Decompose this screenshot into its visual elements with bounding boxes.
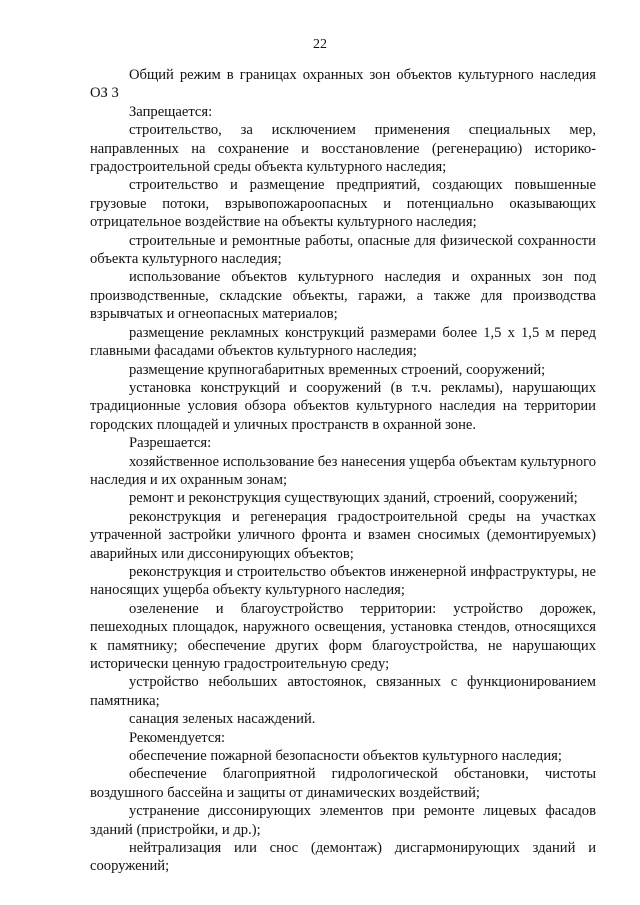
paragraph: устройство небольших автостоянок, связанных с функционированием памятника; [90, 674, 596, 709]
page-number: 22 [313, 37, 327, 52]
document-body [90, 66, 596, 876]
paragraph: строительство и размещение предприятий, создающих повышенные грузовые потоки, взрывопожароопасных и потенциально оказывающих отрицательное воздействие на объекты культурного наследия; [90, 177, 596, 231]
paragraph: размещение крупногабаритных временных строений, сооружений; [129, 361, 546, 378]
paragraph: нейтрализация или снос (демонтаж) дисгармонирующих зданий и сооружений; [90, 840, 596, 875]
paragraph: строительство, за исключением применения специальных мер, направленных на сохранение и восстановление (регенерацию) историко-градостроительной среды объекта культурного наследия; [90, 122, 596, 176]
paragraph: санация зеленых насаждений. [129, 711, 316, 728]
paragraph: использование объектов культурного наследия и охранных зон под производственные, складские объекты, гаражи, а также для производства взрывчатых и огнеопасных материалов; [90, 269, 596, 323]
subheading-permitted: Разрешается: [129, 435, 212, 452]
subheading-recommended: Рекомендуется: [129, 729, 226, 746]
paragraph: размещение рекламных конструкций размерами более 1,5 х 1,5 м перед главными фасадами объектов культурного наследия; [90, 324, 596, 360]
paragraph: хозяйственное использование без нанесения ущерба объектам культурного наследия и их охранным зонам; [90, 453, 596, 488]
paragraph: озеленение и благоустройство территории: устройство дорожек, пешеходных площадок, наружного освещения, установка стендов, относящихся к памятнику; обеспечение других форм благоустройства, не нарушающих исторически ценную градостроительную среду; [90, 600, 596, 672]
paragraph: ремонт и реконструкция существующих зданий, строений, сооружений; [129, 490, 578, 507]
paragraph: обеспечение пожарной безопасности объектов культурного наследия; [129, 748, 562, 765]
paragraph: реконструкция и регенерация градостроительной среды на участках утраченной застройки уличного фронта и взамен сносимых (демонтируемых) аварийных или диссонирующих объектов; [90, 508, 596, 562]
paragraph: обеспечение благоприятной гидрологической обстановки, чистоты воздушного бассейна и защиты от динамических воздействий; [90, 766, 596, 801]
paragraph: реконструкция и строительство объектов инженерной инфраструктуры, не наносящих ущерба объекту культурного наследия; [90, 563, 596, 599]
section-heading: Общий режим в границах охранных зон объектов культурного наследия ОЗ 3 [90, 67, 596, 102]
paragraph: установка конструкций и сооружений (в т.ч. рекламы), нарушающих традиционные условия обзора объектов культурного наследия на территории городских площадей и уличных пространств в охранной зоне. [90, 379, 596, 433]
paragraph: устранение диссонирующих элементов при ремонте лицевых фасадов зданий (пристройки, и др.); [90, 803, 596, 838]
subheading-prohibited: Запрещается: [129, 103, 213, 120]
paragraph: строительные и ремонтные работы, опасные для физической сохранности объекта культурного наследия; [90, 232, 596, 268]
